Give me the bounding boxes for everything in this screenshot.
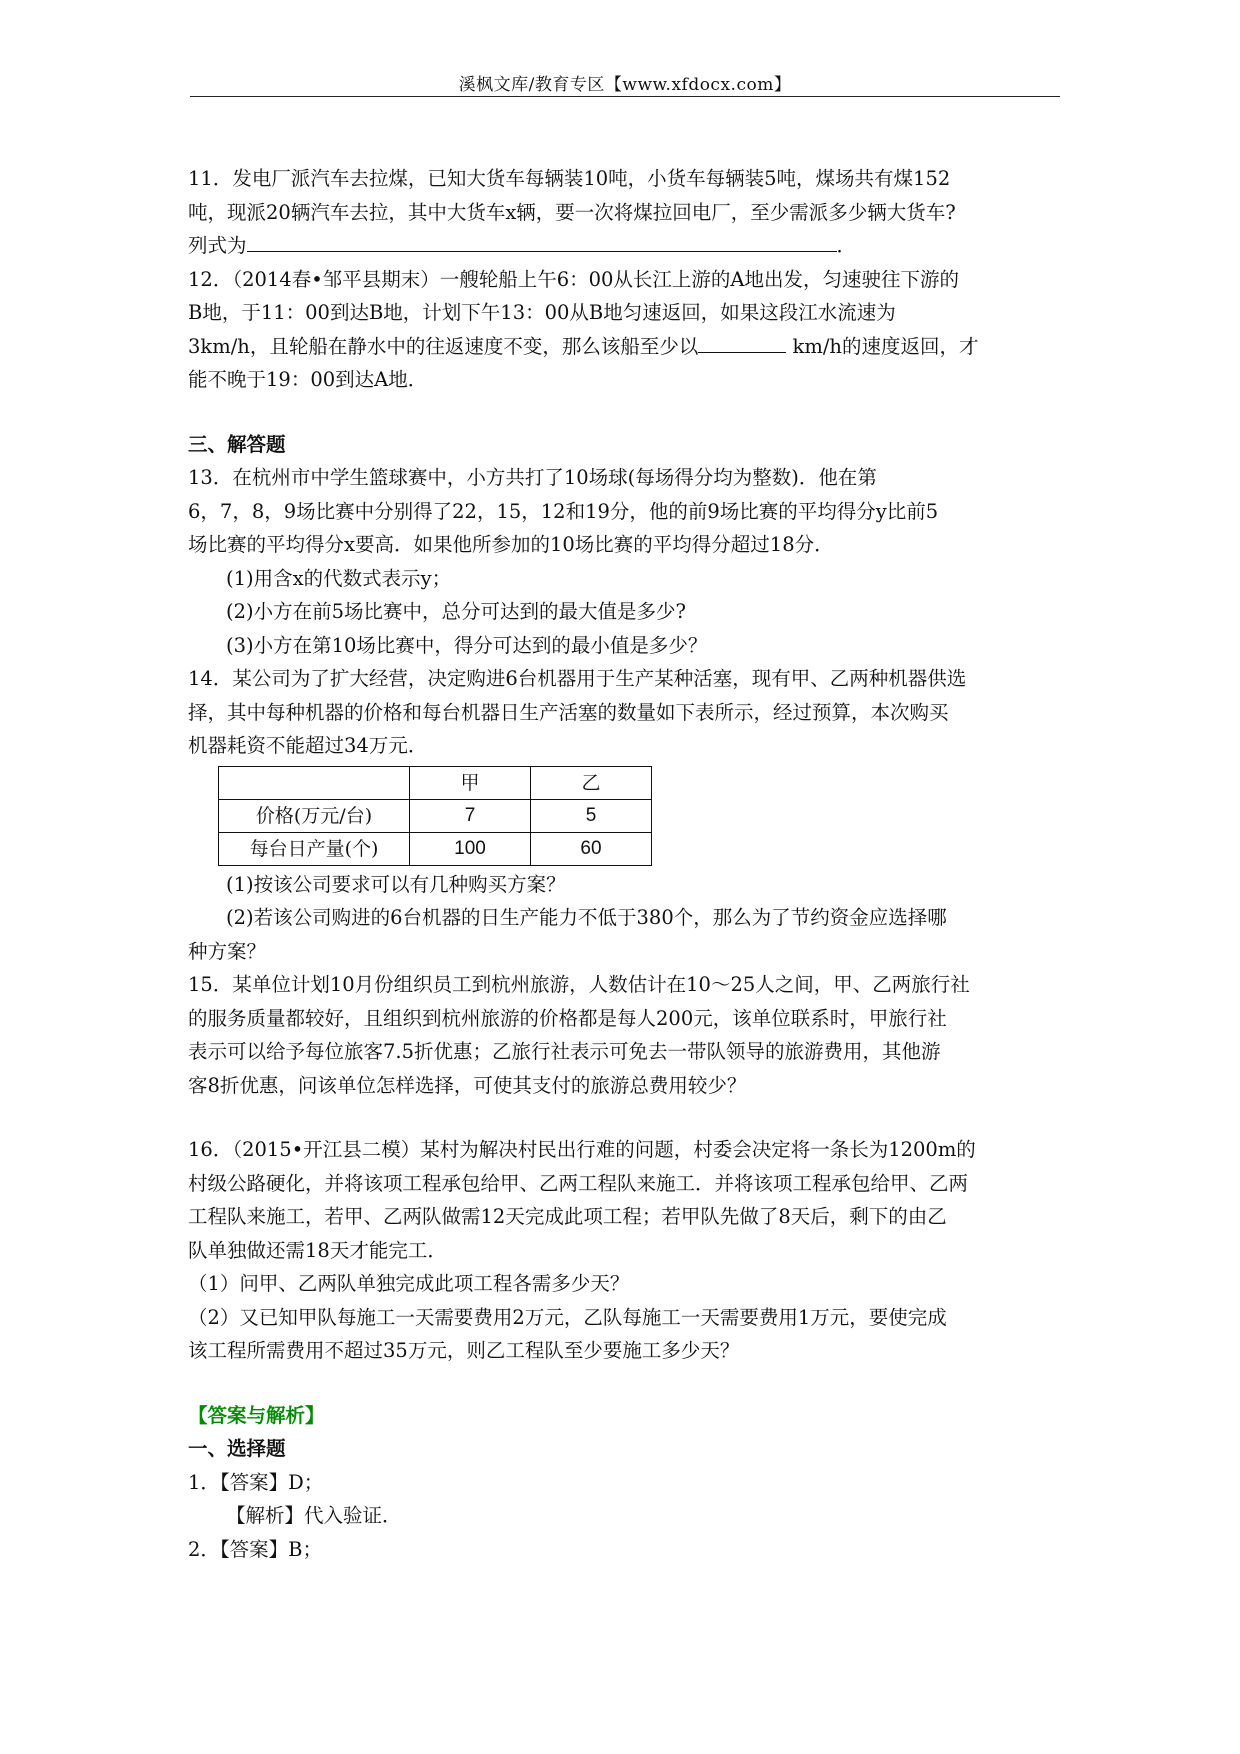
section-heading-3: 三、解答题: [188, 432, 286, 456]
machine-price-table: [218, 766, 652, 866]
document-body: [188, 162, 1066, 1566]
q12-line3: [188, 330, 1066, 364]
q16-line1: 16．（2015•开江县二模）某村为解决村民出行难的问题，村委会决定将一条长为1200m的: [188, 1138, 976, 1161]
q13-sub1: (1)用含x的代数式表示y；: [226, 566, 452, 590]
table-header-row: [219, 766, 652, 799]
table-cell: 7: [410, 799, 531, 832]
q14-line3: 机器耗资不能超过34万元．: [188, 734, 428, 757]
q16-line2: 村级公路硬化，并将该项工程承包给甲、乙两工程队来施工．并将该项工程承包给甲、乙两: [188, 1171, 969, 1195]
analysis-1: 【解析】代入验证．: [226, 1504, 402, 1527]
q11-prefix: 列式为: [188, 234, 247, 257]
q16-sub2-line1: （2）又已知甲队每施工一天需要费用2万元，乙队每施工一天需要费用1万元，要使完成: [188, 1305, 947, 1329]
table-row: [219, 799, 652, 832]
q15-line1: 15．某单位计划10月份组织员工到杭州旅游，人数估计在10～25人之间，甲、乙两旅行社: [188, 973, 970, 996]
q12-prefix: 3km/h，且轮船在静水中的往返速度不变，那么该船至少以: [188, 334, 699, 358]
q13-line2: 6，7，8，9场比赛中分别得了22，15，12和19分，他的前9场比赛的平均得分y比前5: [188, 499, 939, 523]
q16-line4: 队单独做还需18天才能完工．: [188, 1238, 447, 1262]
q12-line4: 能不晚于19：00到达A地．: [188, 368, 428, 391]
table-cell: 每台日产量(个): [219, 832, 410, 865]
q12-line2: B地，于11：00到达B地，计划下午13：00从B地匀速返回，如果这段江水流速为: [188, 301, 896, 324]
q16-sub1: （1）问甲、乙两队单独完成此项工程各需多少天？: [188, 1272, 630, 1295]
q13-line1: 13．在杭州市中学生篮球赛中，小方共打了10场球(每场得分均为整数)．他在第: [188, 466, 877, 489]
q13-sub2: (2)小方在前5场比赛中，总分可达到的最大值是多少?: [226, 600, 686, 623]
answer-1: 1．【答案】D；: [188, 1470, 324, 1494]
q12-answer-blank: [698, 330, 786, 353]
q11-line1: 11．发电厂派汽车去拉煤，已知大货车每辆装10吨，小货车每辆装5吨，煤场共有煤152: [188, 167, 951, 190]
q11-suffix: ．: [836, 234, 857, 257]
q14-line1: 14．某公司为了扩大经营，决定购进6台机器用于生产某种活塞，现有甲、乙两种机器供选: [188, 667, 967, 690]
table-cell: 100: [410, 832, 531, 865]
table-header-cell: [219, 766, 410, 799]
q15-line4: 客8折优惠，问该单位怎样选择，可使其支付的旅游总费用较少？: [188, 1073, 747, 1097]
q14-sub1: (1)按该公司要求可以有几种购买方案？: [226, 872, 566, 896]
table-header-cell: 甲: [410, 766, 531, 799]
table-cell: 5: [531, 799, 652, 832]
q11-line2: 吨，现派20辆汽车去拉，其中大货车x辆，要一次将煤拉回电厂，至少需派多少辆大货车?: [188, 200, 956, 224]
answers-section-1: 一、选择题: [188, 1437, 286, 1460]
table-header-cell: 乙: [531, 766, 652, 799]
q14-line2: 择，其中每种机器的价格和每台机器日生产活塞的数量如下表所示，经过预算，本次购买: [188, 700, 949, 724]
q16-sub2-line2: 该工程所需费用不超过35万元，则乙工程队至少要施工多少天？: [188, 1339, 740, 1362]
spacer: [188, 1102, 1066, 1133]
spacer: [188, 397, 1066, 428]
q15-line3: 表示可以给予每位旅客7.5折优惠；乙旅行社表示可免去一带队领导的旅游费用，其他游: [188, 1040, 941, 1063]
table-row: [219, 832, 652, 865]
q13-line3: 场比赛的平均得分x要高．如果他所参加的10场比赛的平均得分超过18分．: [188, 533, 834, 556]
page-header: 溪枫文库/教育专区【www.xfdocx.com】: [458, 75, 792, 95]
q13-sub3: (3)小方在第10场比赛中，得分可达到的最小值是多少？: [226, 633, 708, 657]
header-divider: [190, 96, 1060, 97]
q11-answer-blank: [247, 229, 837, 252]
q14-sub2-line2: 种方案？: [188, 939, 267, 963]
q12-line1: 12．（2014春•邹平县期末）一艘轮船上午6：00从长江上游的A地出发，匀速驶往下游的: [188, 267, 959, 291]
q12-suffix: km/h的速度返回，才: [786, 334, 979, 358]
table-cell: 60: [531, 832, 652, 865]
q15-line2: 的服务质量都较好，且组织到杭州旅游的价格都是每人200元，该单位联系时，甲旅行社: [188, 1006, 947, 1030]
answers-title: 【答案与解析】: [188, 1403, 325, 1427]
q11-line3: [188, 229, 1066, 263]
q14-sub2-line1: (2)若该公司购进的6台机器的日生产能力不低于380个，那么为了节约资金应选择哪: [226, 906, 947, 929]
q16-line3: 工程队来施工，若甲、乙两队做需12天完成此项工程；若甲队先做了8天后，剩下的由乙: [188, 1205, 947, 1228]
spacer: [188, 1368, 1066, 1399]
answer-2: 2．【答案】B；: [188, 1537, 322, 1561]
table-cell: 价格(万元/台): [219, 799, 410, 832]
